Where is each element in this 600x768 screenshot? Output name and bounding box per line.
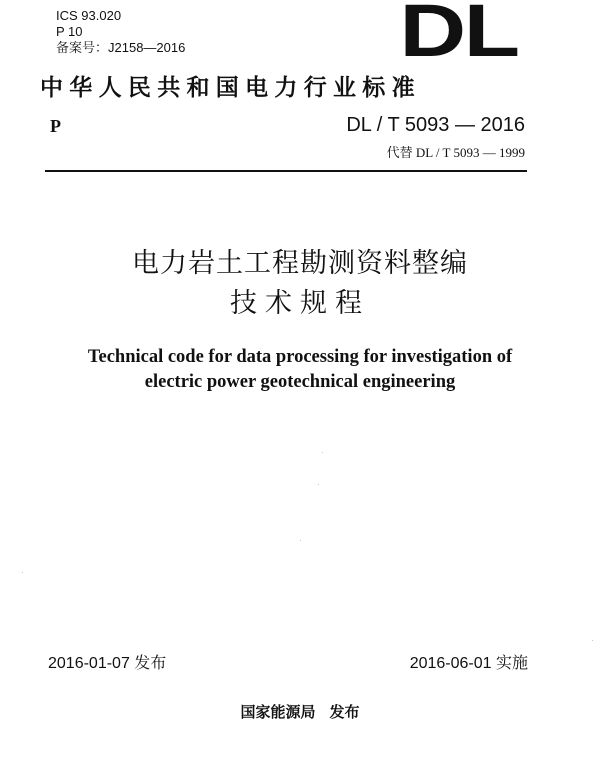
publisher-name: 国家能源局	[240, 703, 316, 721]
scan-speck	[592, 640, 593, 641]
title-english-line-2: electric power geotechnical engineering	[144, 372, 456, 392]
dl-logo: DL	[399, 0, 518, 72]
ics-code: ICS 93.020	[56, 8, 122, 23]
implementation-date: 2016-06-01 实施	[409, 655, 528, 672]
record-number: 备案号：J2158—2016	[56, 40, 186, 55]
replaced-standard: 代替 DL / T 5093 — 1999	[386, 145, 525, 160]
standard-category: P	[50, 116, 61, 136]
publisher-action: 发布	[329, 703, 360, 721]
standard-number: DL / T 5093 — 2016	[346, 114, 525, 136]
title-english-line-1: Technical code for data processing for investigation of	[87, 347, 513, 367]
scan-speck	[318, 484, 319, 485]
header-divider	[45, 170, 527, 172]
scan-speck	[22, 572, 23, 573]
issuing-organization: 中华人民共和国电力行业标准	[40, 74, 421, 101]
title-chinese-line-1: 电力岩土工程勘测资料整编	[132, 248, 468, 279]
scan-speck	[300, 540, 301, 541]
issue-date: 2016-01-07 发布	[48, 655, 167, 672]
scan-speck	[322, 452, 323, 453]
title-chinese-line-2: 技术规程	[230, 288, 370, 319]
classification-code: P 10	[56, 24, 83, 39]
publisher	[0, 701, 600, 722]
